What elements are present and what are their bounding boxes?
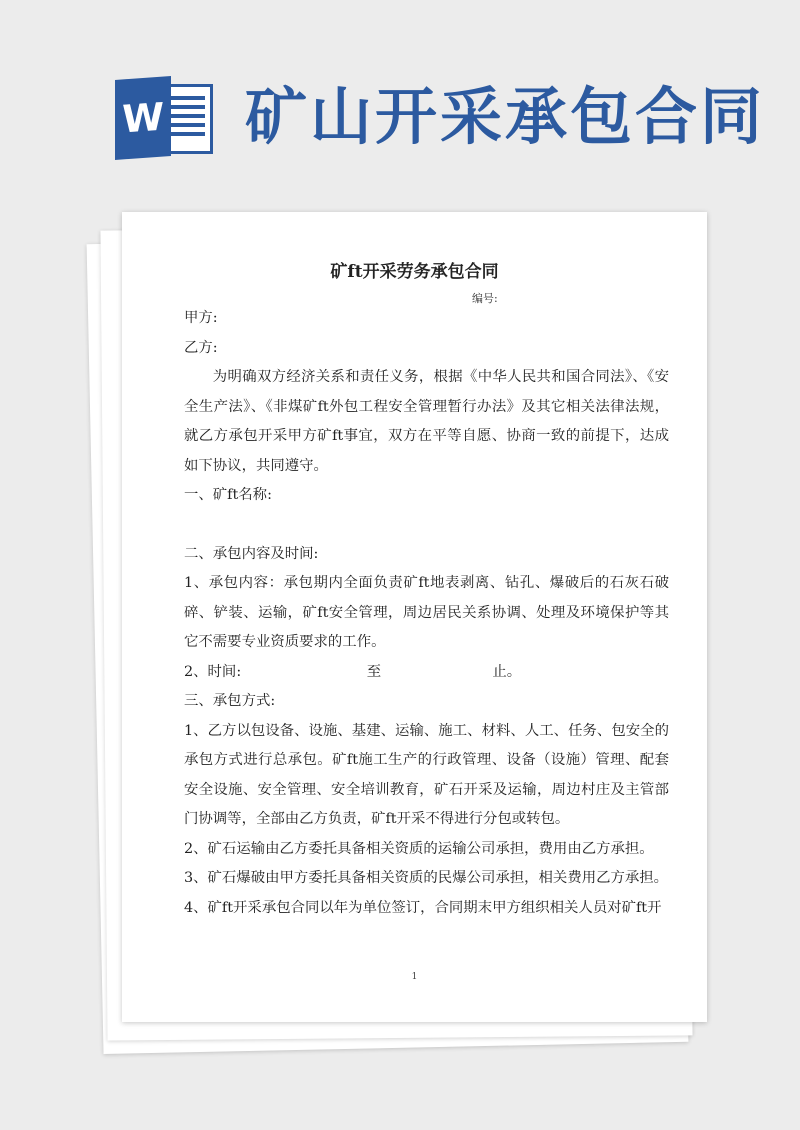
party-a-line: 甲方: <box>184 310 218 326</box>
section-heading: 二、承包内容及时间: <box>184 545 319 562</box>
party-b-line: 乙方: <box>184 339 218 356</box>
word-document-icon <box>115 78 215 158</box>
word-icon-letter: W <box>115 76 171 160</box>
contract-number-label: 编号: <box>472 292 498 305</box>
clause-paragraph: 1、承包内容：承包期内全面负责矿ft地表剥离、钻孔、爆破后的石灰石破碎、铲装、运输，矿ft安全管理，周边居民关系协调、处理及环境保护等其它不需要专业资质要求的工作。 <box>184 575 669 650</box>
blank-line <box>184 511 669 540</box>
section-heading: 三、承包方式: <box>184 693 276 709</box>
clause-paragraph: 3、矿石爆破由甲方委托具备相关资质的民爆公司承担，相关费用乙方承担。 <box>184 870 669 886</box>
intro-paragraph: 为明确双方经济关系和责任义务，根据《中华人民共和国合同法》、《安全生产法》、《非煤矿ft外包工程安全管理暂行办法》及其它相关法律法规，就乙方承包开采甲方矿ft事宜，双方在平等自愿、协商一致的前提下，达成如下协议，共同遵守。 <box>184 369 669 474</box>
document-page <box>122 212 707 1022</box>
banner-header <box>0 0 800 200</box>
clause-paragraph: 2、矿石运输由乙方委托具备相关资质的运输公司承担，费用由乙方承担。 <box>184 840 654 857</box>
document-body <box>184 304 669 923</box>
section-heading: 一、矿ft名称: <box>184 487 272 503</box>
time-to: 至 <box>366 663 382 680</box>
word-icon-lines <box>171 96 205 141</box>
page-number: 1 <box>411 972 418 982</box>
document-title: 矿ft开采劳务承包合同 <box>330 262 499 282</box>
time-clause <box>184 658 669 688</box>
clause-paragraph: 4、矿ft开采承包合同以年为单位签订，合同期末甲方组织相关人员对矿ft开 <box>184 899 662 916</box>
clause-paragraph: 1、乙方以包设备、设施、基建、运输、施工、材料、人工、任务、包安全的承包方式进行总承包。矿ft施工生产的行政管理、设备（设施）管理、配套安全设施、安全管理、安全培训教育，矿石开采及运输，周边村庄及主管部门协调等，全部由乙方负责，矿ft开采不得进行分包或转包。 <box>184 722 669 827</box>
time-end: 止。 <box>492 663 522 680</box>
banner-title: 矿山开采承包合同 <box>245 80 766 153</box>
time-label: 2、时间: <box>184 663 242 680</box>
